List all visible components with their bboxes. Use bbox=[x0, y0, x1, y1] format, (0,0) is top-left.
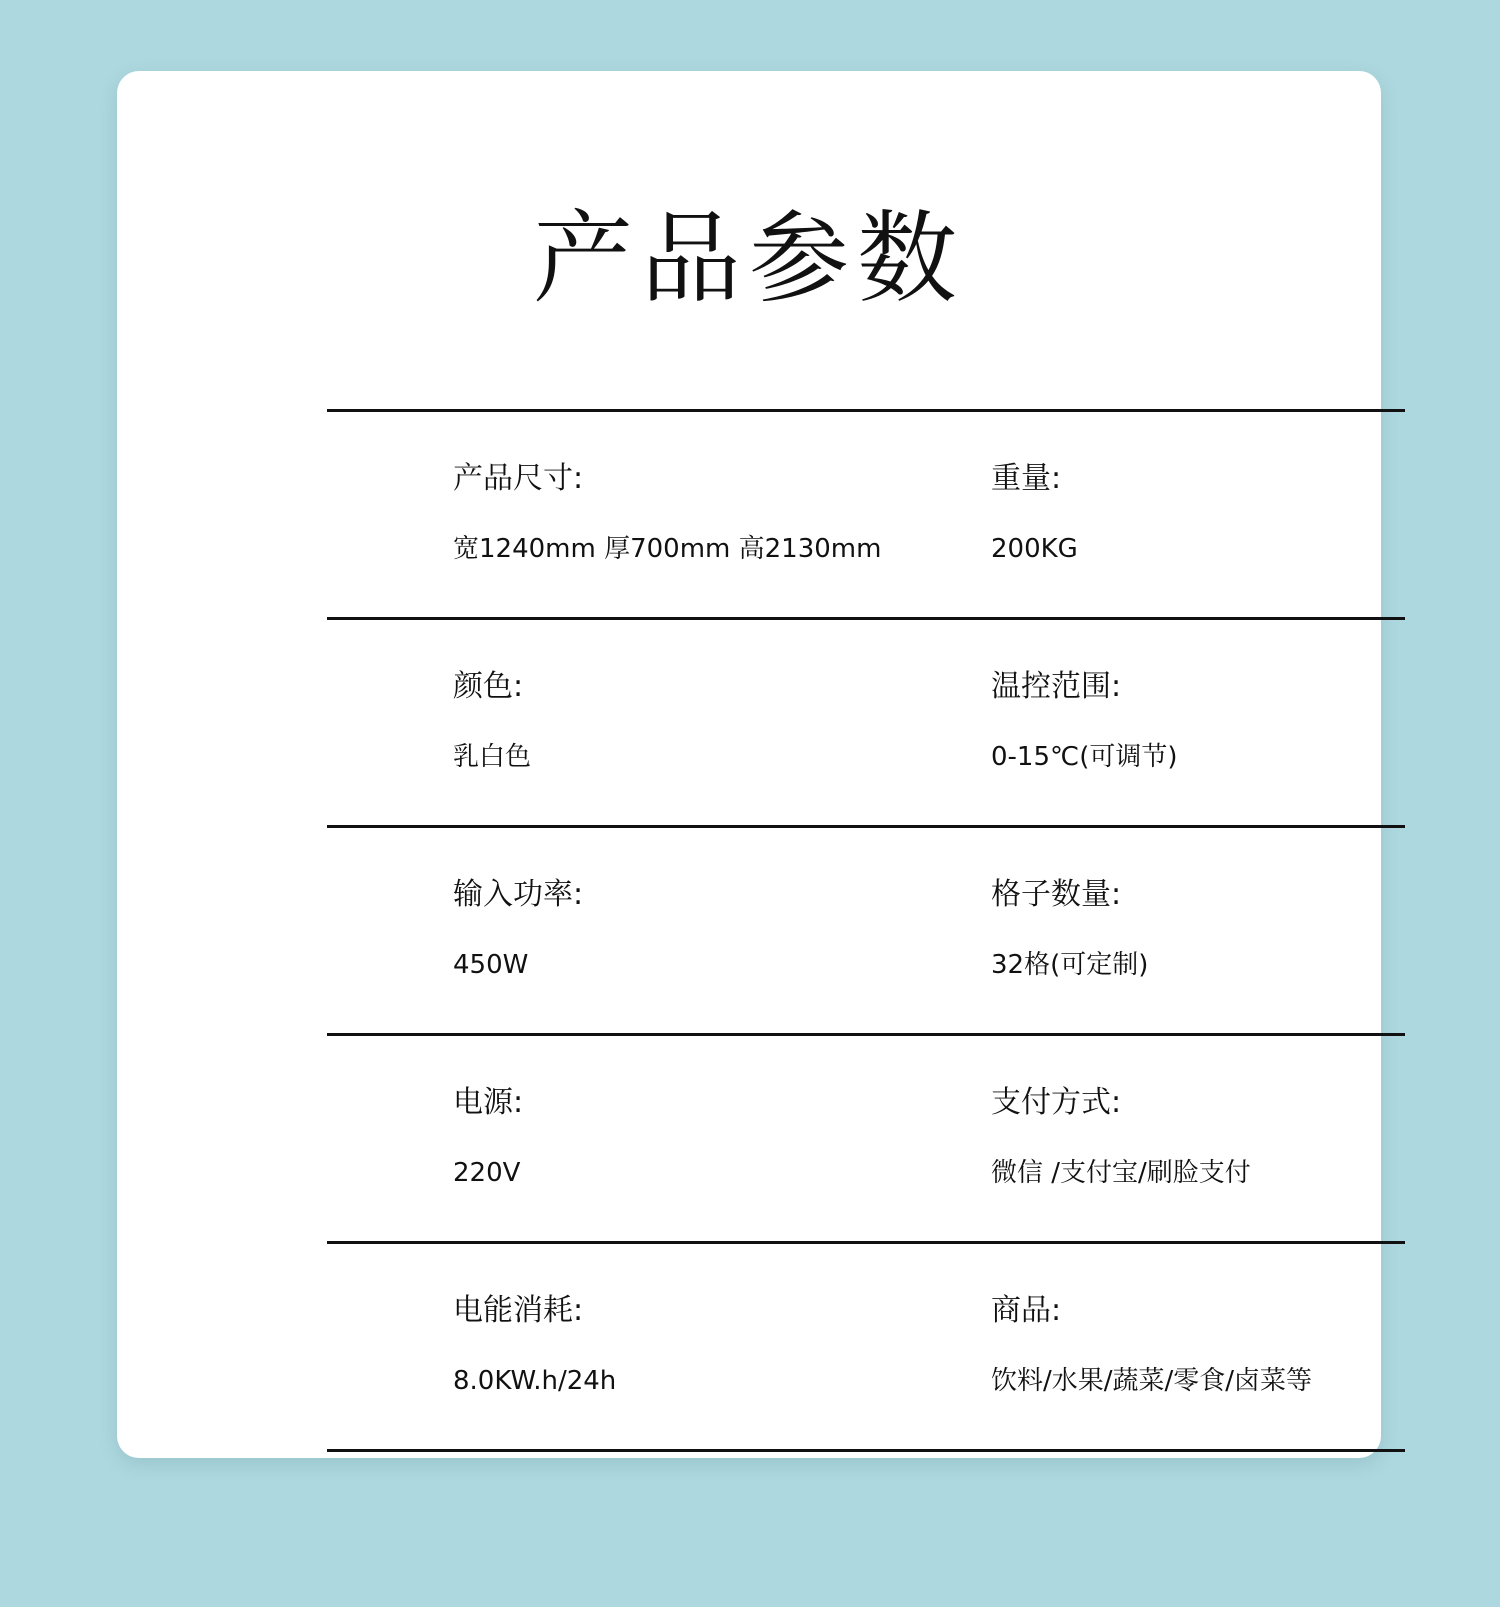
spec-label: 颜色: bbox=[453, 669, 524, 704]
spec-row bbox=[327, 620, 1405, 825]
spec-label: 格子数量: bbox=[991, 877, 1122, 912]
spec-label: 重量: bbox=[991, 461, 1062, 496]
spec-value: 220V bbox=[453, 1158, 521, 1188]
spec-label: 支付方式: bbox=[991, 1085, 1122, 1120]
spec-label: 温控范围: bbox=[991, 669, 1122, 704]
spec-value: 0-15℃(可调节) bbox=[991, 742, 1178, 772]
spec-value: 32格(可定制) bbox=[991, 950, 1149, 980]
spec-row bbox=[327, 828, 1405, 1033]
spec-row bbox=[327, 412, 1405, 617]
spec-label: 产品尺寸: bbox=[453, 461, 584, 496]
spec-label: 电能消耗: bbox=[453, 1293, 584, 1328]
spec-row bbox=[327, 1244, 1405, 1449]
page-title: 产品参数 bbox=[533, 200, 965, 317]
spec-label: 电源: bbox=[453, 1085, 524, 1120]
spec-value: 宽1240mm 厚700mm 高2130mm bbox=[453, 534, 882, 564]
spec-value: 微信 /支付宝/刷脸支付 bbox=[991, 1158, 1251, 1188]
spec-value: 饮料/水果/蔬菜/零食/卤菜等 bbox=[991, 1366, 1313, 1396]
spec-value: 450W bbox=[453, 950, 529, 980]
spec-table bbox=[327, 409, 1405, 1452]
spec-value: 乳白色 bbox=[453, 742, 532, 772]
divider bbox=[327, 1449, 1405, 1452]
spec-value: 8.0KW.h/24h bbox=[453, 1366, 617, 1396]
spec-label: 商品: bbox=[991, 1293, 1062, 1328]
spec-card bbox=[117, 71, 1381, 1458]
spec-row bbox=[327, 1036, 1405, 1241]
spec-value: 200KG bbox=[991, 534, 1078, 564]
spec-label: 输入功率: bbox=[453, 877, 584, 912]
